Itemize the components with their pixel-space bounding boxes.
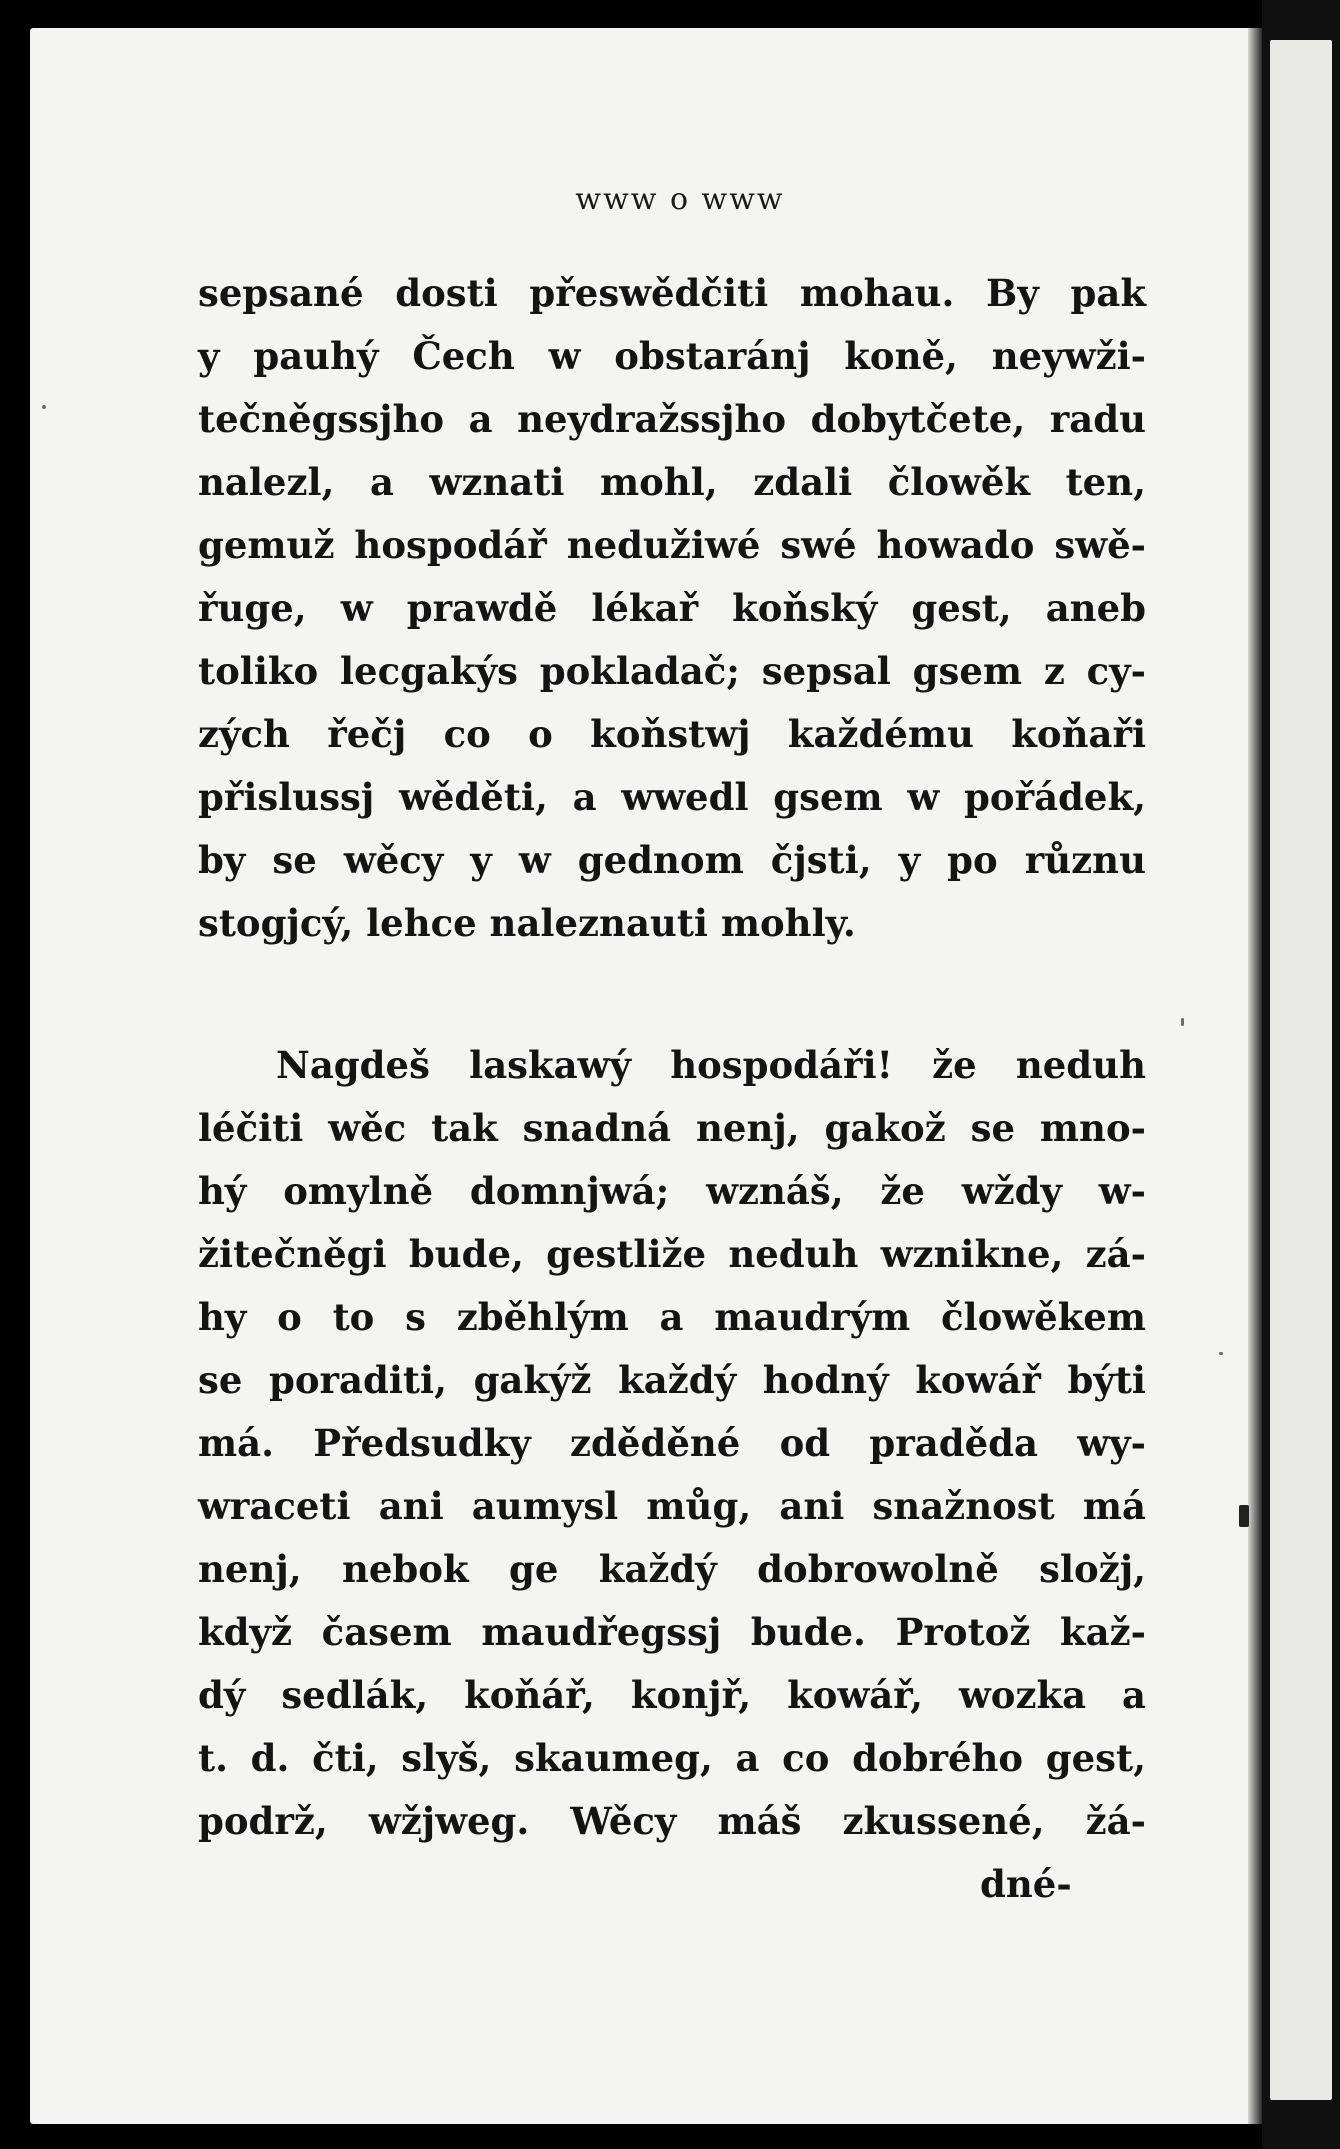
scan-speck [1219, 1352, 1223, 1355]
text-line: když časem maudřegssj bude. Protož kaž- [198, 1610, 1146, 1654]
text-line: hý omylně domnjwá; wznáš, že wždy w- [198, 1169, 1146, 1213]
text-line: by se wěcy y w gednom čjsti, y po různu [198, 838, 1146, 882]
catchword: dné- [980, 1862, 1072, 1906]
text-line: má. Předsudky zděděné od praděda wy- [198, 1421, 1146, 1465]
text-line: t. d. čti, slyš, skaumeg, a co dobrého gest, [198, 1736, 1146, 1780]
paragraph-1 [198, 262, 1146, 955]
text-line: sepsané dosti přeswědčiti mohau. By pak [198, 271, 1146, 315]
text-line: nenj, nebok ge každý dobrowolně složj, [198, 1547, 1146, 1591]
text-line: žitečněgi bude, gestliže neduh wznikne, zá- [198, 1232, 1146, 1276]
page-header-ornament: www o www [575, 182, 785, 217]
text-line: se poraditi, gakýž každý hodný kowář býti [198, 1358, 1146, 1402]
scan-speck [1239, 1505, 1249, 1527]
page-gutter [1248, 28, 1262, 2124]
text-line: léčiti wěc tak snadná nenj, gakož se mno- [198, 1106, 1146, 1150]
text-line: Nagdeš laskawý hospodáři! že neduh [276, 1043, 1146, 1087]
adjacent-page-edge [1262, 0, 1340, 2149]
text-line: toliko lecgakýs pokladač; sepsal gsem z cy- [198, 649, 1146, 693]
text-line: zých řečj co o koňstwj každému koňaři [198, 712, 1146, 756]
text-line: tečněgssjho a neydražssjho dobytčete, radu [198, 397, 1146, 441]
text-line: řuge, w prawdě lékař koňský gest, aneb [198, 586, 1146, 630]
scan-speck [42, 405, 46, 409]
text-line: hy o to s zběhlým a maudrým člowěkem [198, 1295, 1146, 1339]
text-line: y pauhý Čech w obstaránj koně, neywži- [198, 334, 1146, 378]
text-line: dý sedlák, koňář, konjř, kowář, wozka a [198, 1673, 1146, 1717]
text-line: přislussj wěděti, a wwedl gsem w pořádek, [198, 775, 1146, 819]
text-line: gemuž hospodář nedužiwé swé howado swě- [198, 523, 1146, 567]
paragraph-2 [198, 1034, 1146, 1853]
text-line: wraceti ani aumysl můg, ani snažnost má [198, 1484, 1146, 1528]
text-line: podrž, wžjweg. Wěcy máš zkussené, žá- [198, 1799, 1146, 1843]
scan-speck [1181, 1018, 1184, 1026]
adjacent-page-paper [1270, 40, 1332, 2100]
text-line: nalezl, a wznati mohl, zdali člowěk ten, [198, 460, 1146, 504]
text-line: stogjcý, lehce naleznauti mohly. [198, 901, 856, 945]
